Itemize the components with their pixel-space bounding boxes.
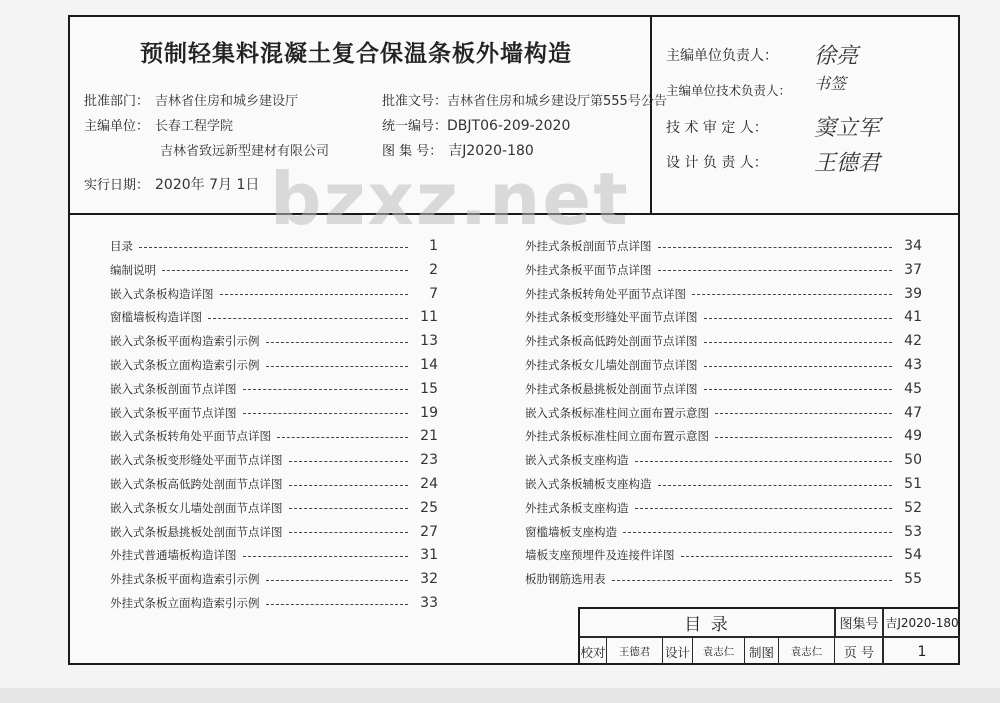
toc-entry[interactable]: [525, 260, 922, 280]
toc-entry-page: 47: [904, 404, 922, 421]
toc-entry[interactable]: [525, 545, 922, 565]
signatory-role: 设 计 负 责 人：: [666, 155, 768, 171]
toc-entry[interactable]: [110, 236, 438, 256]
toc-leader-dashes: [704, 318, 893, 319]
signatory-role: 主编单位负责人：: [666, 48, 778, 64]
approval-dept-label: 批准部门：: [84, 94, 150, 109]
toc-entry-title: 外挂式条板高低跨处剖面节点详图: [525, 334, 698, 349]
approval-dept-value: 吉林省住房和城乡建设厅: [155, 94, 299, 109]
toc-entry-title: 外挂式条板女儿墙处剖面节点详图: [525, 358, 698, 372]
unified-no-value: DBJT06-209-2020: [447, 118, 571, 134]
approval-doc-label: 批准文号：: [382, 94, 448, 109]
toc-entry[interactable]: [110, 260, 438, 280]
toc-leader-dashes: [635, 508, 893, 509]
toc-entry-title: 窗槛墙板支座构造: [525, 524, 617, 539]
toc-leader-dashes: [220, 294, 409, 295]
draw-name: 袁志仁: [790, 646, 823, 658]
toc-entry-page: 34: [904, 238, 922, 254]
toc-entry-page: 2: [429, 261, 438, 278]
toc-leader-dashes: [623, 532, 892, 533]
toc-entry-page: 32: [420, 571, 438, 588]
signature: 书签: [814, 74, 847, 93]
effective-date-label: 实行日期：: [84, 178, 150, 193]
toc-entry-title: 嵌入式条板平面构造索引示例: [110, 334, 260, 349]
toc-entry-title: 窗槛墙板构造详图: [110, 310, 202, 325]
atlas-no-label: 图 集 号：: [382, 144, 443, 159]
toc-entry-page: 53: [904, 523, 922, 540]
toc-entry[interactable]: [110, 379, 438, 399]
toc-leader-dashes: [266, 342, 409, 343]
toc-entry[interactable]: [110, 355, 438, 375]
toc-entry[interactable]: [525, 307, 922, 327]
approval-doc-value: 吉林省住房和城乡建设厅第555号公告: [447, 94, 667, 109]
toc-entry[interactable]: [525, 474, 922, 494]
toc-entry-title: 嵌入式条板高低跨处剖面节点详图: [110, 477, 283, 491]
toc-entry[interactable]: [110, 474, 438, 494]
toc-leader-dashes: [612, 580, 893, 581]
toc-leader-dashes: [266, 580, 409, 581]
drawing-sheet: [68, 15, 960, 665]
toc-entry-page: 50: [904, 452, 922, 469]
toc-entry-page: 43: [904, 357, 922, 373]
toc-entry-page: 23: [420, 452, 438, 469]
signatory-row: [666, 151, 881, 176]
toc-leader-dashes: [681, 556, 893, 557]
toc-entry[interactable]: [110, 284, 438, 304]
toc-entry-title: 嵌入式条板变形缝处平面节点详图: [110, 453, 283, 468]
toc-entry-title: 嵌入式条板立面构造索引示例: [110, 358, 260, 372]
toc-entry-page: 27: [420, 523, 438, 540]
toc-leader-dashes: [704, 342, 893, 343]
toc-leader-dashes: [289, 461, 409, 462]
check-name: 王德君: [618, 646, 651, 658]
toc-leader-dashes: [289, 532, 409, 533]
toc-entry[interactable]: [110, 545, 438, 565]
title-block: [578, 607, 960, 665]
toc-leader-dashes: [658, 485, 893, 486]
toc-entry-title: 外挂式条板标准柱间立面布置示意图: [525, 429, 709, 444]
toc-leader-dashes: [266, 366, 409, 367]
toc-entry-page: 39: [904, 285, 922, 302]
toc-entry-page: 54: [904, 547, 922, 564]
approval-doc-row: [382, 90, 667, 109]
page-value: 1: [917, 643, 927, 660]
toc-leader-dashes: [635, 461, 893, 462]
page-title: 预制轻集料混凝土复合保温条板外墙构造: [140, 41, 572, 67]
toc-leader-dashes: [243, 556, 409, 557]
toc-entry[interactable]: [525, 450, 922, 470]
toc-leader-dashes: [243, 389, 409, 390]
toc-entry-title: 嵌入式条板悬挑板处剖面节点详图: [110, 524, 283, 539]
toc-entry[interactable]: [110, 403, 438, 423]
toc-entry-page: 55: [904, 571, 922, 588]
toc-entry-title: 嵌入式条板转角处平面节点详图: [110, 429, 271, 444]
toc-leader-dashes: [139, 247, 408, 248]
toc-entry-page: 24: [420, 476, 438, 492]
toc-entry-title: 外挂式条板悬挑板处剖面节点详图: [525, 381, 698, 396]
toc-entry[interactable]: [525, 236, 922, 256]
toc-leader-dashes: [208, 318, 408, 319]
toc-entry-title: 外挂式条板剖面节点详图: [525, 239, 652, 253]
editor-unit-2-value: 吉林省致远新型建材有限公司: [160, 144, 330, 159]
toc-leader-dashes: [715, 413, 892, 414]
watermark: bzxz.net: [270, 157, 630, 241]
toc-entry-title: 嵌入式条板构造详图: [110, 286, 214, 301]
design-name: 袁志仁: [702, 646, 735, 658]
toc-leader-dashes: [692, 294, 892, 295]
toc-entry-title: 板肋钢筋选用表: [525, 572, 606, 587]
toc-leader-dashes: [289, 485, 409, 486]
toc-entry-page: 49: [904, 428, 922, 445]
unified-no-row: [382, 115, 570, 134]
toc-leader-dashes: [658, 247, 893, 248]
toc-entry-title: 嵌入式条板支座构造: [525, 453, 629, 468]
signature: 徐亮: [814, 44, 859, 69]
signatory-role: 技 术 审 定 人：: [666, 120, 768, 136]
toc-entry-title: 墙板支座预埋件及连接件详图: [525, 548, 675, 563]
toc-entry[interactable]: [110, 426, 438, 446]
toc-entry-page: 19: [420, 404, 438, 421]
toc-entry[interactable]: [525, 379, 922, 399]
signatory-row: [666, 44, 859, 69]
draw-label: 制图: [748, 644, 774, 660]
signatories-panel: [652, 17, 960, 215]
toc-entry[interactable]: [110, 569, 438, 589]
toc-entry-page: 15: [420, 380, 438, 397]
toc-entry-title: 外挂式普通墙板构造详图: [110, 548, 237, 563]
effective-date-row: [84, 174, 259, 194]
toc-leader-dashes: [277, 437, 408, 438]
toc-entry-page: 14: [420, 357, 438, 373]
toc-entry[interactable]: [110, 450, 438, 470]
editor-unit-row: [84, 115, 233, 134]
signatory-role: 主编单位技术负责人：: [666, 83, 792, 98]
toc-entry-page: 52: [904, 499, 922, 516]
check-label: 校对: [580, 644, 606, 660]
toc-entry-title: 嵌入式条板标准柱间立面布置示意图: [525, 405, 709, 420]
unified-no-label: 统一编号：: [382, 119, 448, 134]
editor-unit-label: 主编单位：: [84, 119, 150, 134]
toc-entry[interactable]: [110, 498, 438, 518]
toc-entry[interactable]: [525, 284, 922, 304]
toc-entry-page: 42: [904, 333, 922, 350]
signatory-row: [666, 74, 847, 99]
toc-entry-title: 嵌入式条板剖面节点详图: [110, 381, 237, 396]
toc-entry-page: 11: [420, 309, 438, 326]
toc-entry-page: 51: [904, 476, 922, 492]
toc-entry[interactable]: [525, 522, 922, 542]
toc-entry-page: 7: [429, 285, 438, 302]
page-label: 页 号: [843, 646, 875, 661]
toc-entry[interactable]: [525, 569, 922, 589]
toc-leader-dashes: [704, 389, 893, 390]
toc-entry[interactable]: [110, 522, 438, 542]
toc-leader-dashes: [704, 366, 893, 367]
toc-leader-dashes: [162, 270, 408, 271]
toc-entry-page: 1: [429, 238, 438, 254]
toc-entry-page: 25: [420, 499, 438, 516]
toc-entry[interactable]: [110, 593, 438, 613]
page-bottom-strip: [0, 688, 1000, 703]
toc-entry-title: 嵌入式条板平面节点详图: [110, 405, 237, 420]
signature: 窦立军: [814, 116, 881, 141]
toc-entry-title: 外挂式条板支座构造: [525, 500, 629, 515]
toc-leader-dashes: [266, 604, 409, 605]
toc-leader-dashes: [715, 437, 892, 438]
toc-leader-dashes: [243, 413, 409, 414]
toc-entry-title: 编制说明: [110, 262, 156, 277]
signatory-row: [666, 116, 881, 141]
toc-entry-page: 13: [420, 333, 438, 350]
toc-entry[interactable]: [525, 403, 922, 423]
toc-entry[interactable]: [525, 426, 922, 446]
atlas-label: 图集号: [839, 617, 879, 632]
toc-entry-page: 37: [904, 261, 922, 278]
toc-entry-title: 嵌入式条板辅板支座构造: [525, 477, 652, 491]
toc-entry-title: 外挂式条板平面节点详图: [525, 262, 652, 277]
toc-entry-page: 45: [904, 380, 922, 397]
toc-entry-title: 外挂式条板转角处平面节点详图: [525, 286, 686, 301]
toc-entry-title: 外挂式条板立面构造索引示例: [110, 596, 260, 610]
design-label: 设计: [664, 644, 690, 660]
toc-entry-page: 31: [420, 547, 438, 564]
toc-entry[interactable]: [110, 331, 438, 351]
signature: 王德君: [814, 151, 881, 176]
toc-entry[interactable]: [110, 307, 438, 327]
toc-entry-page: 21: [420, 428, 438, 445]
toc-entry[interactable]: [525, 355, 922, 375]
toc-entry[interactable]: [525, 331, 922, 351]
editor-unit-value: 长春工程学院: [155, 119, 234, 134]
toc-entry-title: 目录: [110, 239, 133, 253]
toc-entry-title: 外挂式条板变形缝处平面节点详图: [525, 310, 698, 325]
toc-entry-title: 外挂式条板平面构造索引示例: [110, 572, 260, 587]
approval-dept-row: [84, 90, 298, 109]
toc-entry[interactable]: [525, 498, 922, 518]
atlas-no-value: 吉J2020-180: [448, 143, 534, 159]
toc-entry-page: 33: [420, 595, 438, 611]
sheet-title: 目 录: [684, 615, 730, 635]
atlas-value: 吉J2020-180: [885, 616, 959, 630]
toc-leader-dashes: [289, 508, 409, 509]
toc-entry-title: 嵌入式条板女儿墙处剖面节点详图: [110, 500, 283, 515]
effective-date-value: 2020年 7月 1日: [155, 177, 260, 193]
toc-entry-page: 41: [904, 309, 922, 326]
toc-leader-dashes: [658, 270, 893, 271]
